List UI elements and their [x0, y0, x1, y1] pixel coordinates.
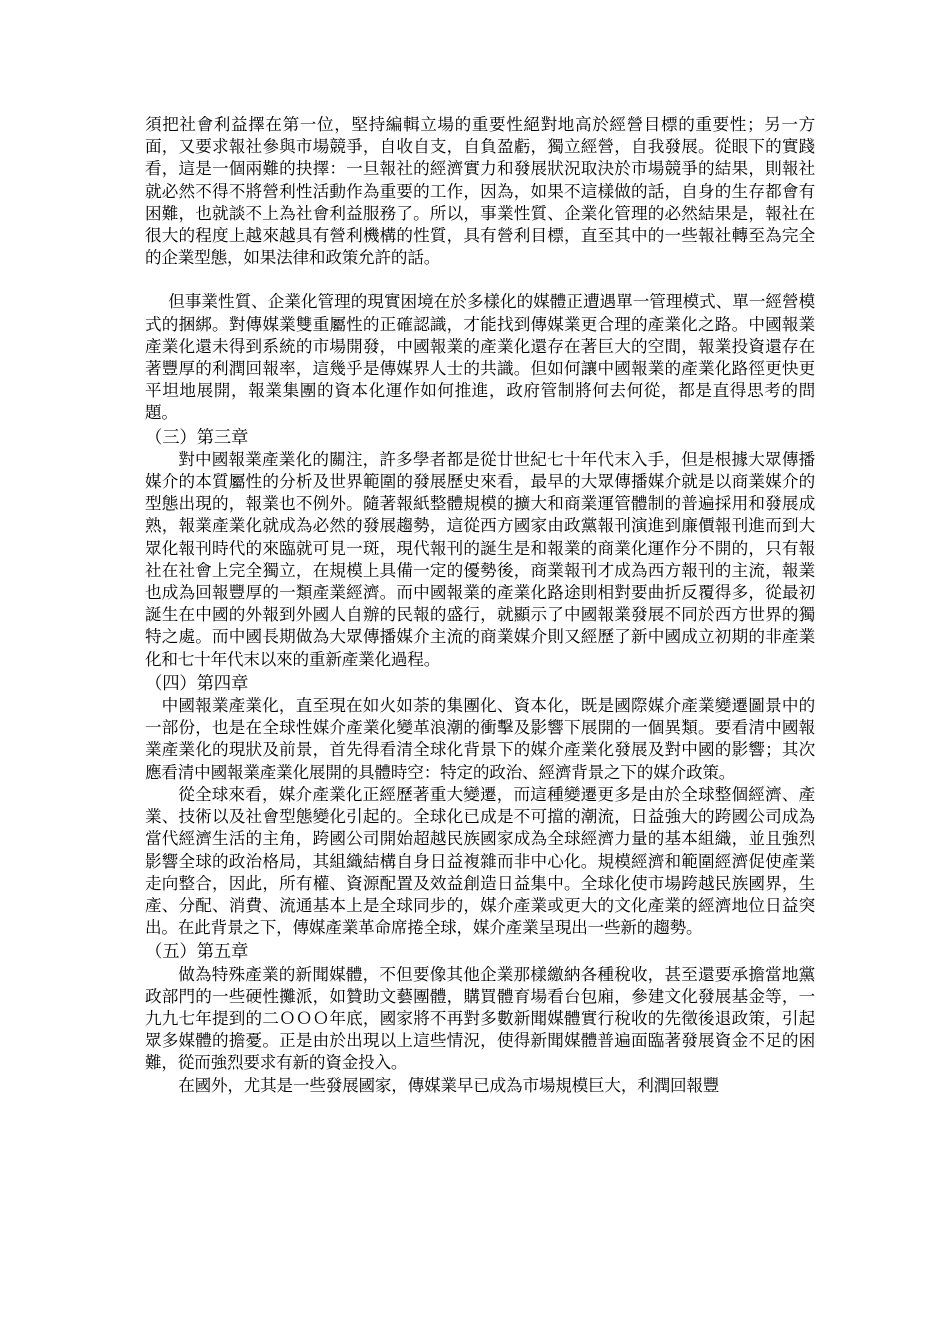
paragraph-4: 中國報業產業化，直至現在如火如荼的集團化、資本化，既是國際媒介產業變遷圖景中的一部份，也是在全球性媒介產業化變革浪潮的衝擊及影響下展開的一個異類。要看清中國報業產業化的現狀及前景，首先得看清全球化背景下的媒介產業化發展及對中國的影響；其次應看清中國報業產業化展開的具體時空：特定的政治、經濟背景之下的媒介政策。 — [145, 696, 815, 782]
paragraph-1: 須把社會利益擇在第一位，堅持編輯立場的重要性絕對地高於經營目標的重要性；另一方面，又要求報社參與市場競爭，自收自支，自負盈虧，獨立經營，自我發展。從眼下的實踐看，這是一個兩難的抉擇：一旦報社的經濟實力和發展狀況取決於市場競爭的結果，則報社就必然不得不將營利性活動作為重要的工作，因為，如果不這樣做的話，自身的生存都會有困難，也就談不上為社會利益服務了。所以，事業性質、企業化管理的必然結果是，報社在很大的程度上越來越具有營利機構的性質，具有營利目標，直至其中的一些報社轉至為完全的企業型態，如果法律和政策允許的話。 — [145, 115, 815, 268]
paragraph-7: 在國外，尤其是一些發展國家，傳媒業早已成為市場規模巨大，利潤回報豐 — [178, 1075, 720, 1095]
chapter-3-heading: （三）第三章 — [145, 427, 249, 448]
paragraph-5: 從全球來看，媒介產業化正經歷著重大變遷，而這種變遷更多是由於全球整個經濟、產業、技術以及社會型態變化引起的。全球化已成是不可擋的潮流，日益強大的跨國公司成為當代經濟生活的主角，跨國公司開始超越民族國家成為全球經濟力量的基本組織，並且強烈影響全球的政治格局，其組織結構自身日益複雜而非中心化。規模經濟和範圍經濟促使產業走向整合，因此，所有權、資源配置及效益創造日益集中。全球化使市場跨越民族國界，生產、分配、消費、流通基本上是全球同步的，媒介產業或更大的文化產業的經濟地位日益突出。在此背景之下，傳媒產業革命席捲全球，媒介產業呈現出一些新的趨勢。 — [145, 784, 815, 938]
paragraph-gap — [145, 269, 815, 291]
paragraph-6: 做為特殊產業的新聞媒體，不但要像其他企業那樣繳納各種稅收，甚至還要承擔當地黨政部門的一些硬性攤派，如贊助文藝團體，購買體育場看台包廂，參建文化發展基金等，一九九七年提到的二ＯＯＯ年底，國家將不再對多數新聞媒體實行稅收的先徵後退政策，引起眾多媒體的擔憂。正是由於出現以上這些情況，使得新聞媒體普遍面臨著發展資金不足的困難，從而強烈要求有新的資金投入。 — [145, 964, 815, 1073]
chapter-4-heading: （四）第四章 — [145, 673, 249, 694]
paragraph-2: 但事業性質、企業化管理的現實困境在於多樣化的媒體正遭遇單一管理模式、單一經營模式的捆綁。對傳媒業雙重屬性的正確認識，才能找到傳媒業更合理的產業化之路。中國報業產業化還未得到系統的市場開發，中國報業的產業化還存在著巨大的空間，報業投資還存在著豐厚的利潤回報率，這幾乎是傳媒界人士的共識。但如何讓中國報業的產業化路徑更快更平坦地展開，報業集團的資本化運作如何推進，政府管制將何去何從，都是直得思考的問題。 — [145, 292, 815, 423]
paragraph-3: 對中國報業產業化的關注，許多學者都是從廿世紀七十年代末入手，但是根據大眾傳播媒介的本質屬性的分析及世界範圍的發展歷史來看，最早的大眾傳播媒介就是以商業媒介的型態出現的，報業也不例外。隨著報紙整體規模的擴大和商業運管體制的普遍採用和發展成熟，報業產業化就成為必然的發展趨勢，這從西方國家由政黨報刊演進到廉價報刊進而到大眾化報刊時代的來臨就可見一斑，現代報刊的誕生是和報業的商業化運作分不開的，只有報社在社會上完全獨立，在規模上具備一定的優勢後，商業報刊才成為西方報刊的主流，報業也成為回報豐厚的一類產業經濟。而中國報業的產業化路途則相對要曲折反覆得多，從最初誕生在中國的外報到外國人自辦的民報的盛行，就顯示了中國報業發展不同於西方世界的獨特之處。而中國長期做為大眾傳播媒介主流的商業媒介則又經歷了新中國成立初期的非產業化和七十年代末以來的重新產業化過程。 — [145, 449, 815, 669]
chapter-5-heading: （五）第五章 — [145, 942, 249, 963]
document-page — [145, 114, 815, 1097]
